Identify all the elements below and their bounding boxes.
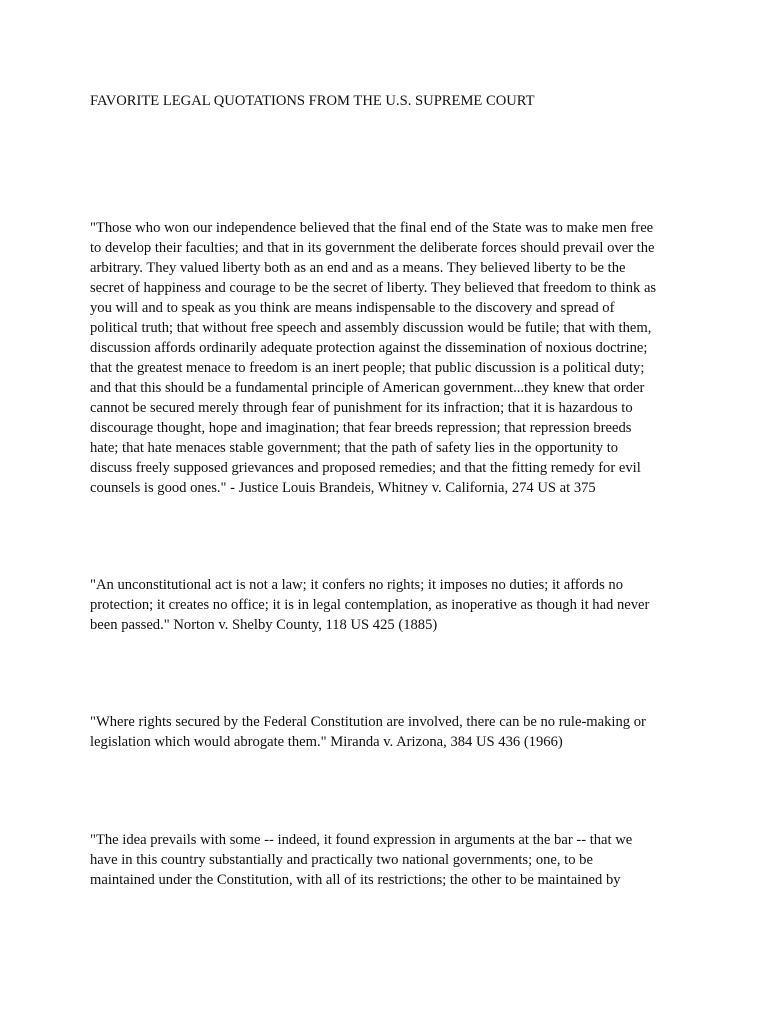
- quote-line: cannot be secured merely through fear of punishment for its infraction; that it is hazardous to: [90, 400, 633, 416]
- quote-miranda: [90, 712, 690, 752]
- quote-line: "Those who won our independence believed that the final end of the State was to make men free: [90, 220, 654, 236]
- quote-line: "An unconstitutional act is not a law; it confers no rights; it imposes no duties; it affords no: [90, 577, 624, 593]
- quote-line: "The idea prevails with some -- indeed, it found expression in arguments at the bar -- that we: [90, 832, 633, 848]
- quote-line: "Where rights secured by the Federal Constitution are involved, there can be no rule-making or: [90, 714, 646, 730]
- quote-line: that the greatest menace to freedom is an inert people; that public discussion is a political duty;: [90, 360, 645, 376]
- quote-line: maintained under the Constitution, with all of its restrictions; the other to be maintained by: [90, 872, 621, 888]
- quote-line: hate; that hate menaces stable government; that the path of safety lies in the opportunity to: [90, 440, 619, 456]
- quote-line: have in this country substantially and practically two national governments; one, to be: [90, 852, 593, 868]
- quote-two-governments: [90, 830, 690, 890]
- quote-line: secret of happiness and courage to be the secret of liberty. They believed that freedom to think as: [90, 280, 657, 296]
- quote-line: and that this should be a fundamental principle of American government...they knew that order: [90, 380, 645, 396]
- quote-line: been passed." Norton v. Shelby County, 118 US 425 (1885): [90, 617, 438, 633]
- quote-norton: [90, 575, 690, 635]
- document-title: FAVORITE LEGAL QUOTATIONS FROM THE U.S. SUPREME COURT: [90, 93, 535, 109]
- quote-line: discourage thought, hope and imagination; that fear breeds repression; that repression breeds: [90, 420, 632, 436]
- quote-brandeis: [90, 218, 690, 498]
- quote-line: political truth; that without free speech and assembly discussion would be futile; that with them,: [90, 320, 652, 336]
- quote-line: discuss freely supposed grievances and proposed remedies; and that the fitting remedy for evil: [90, 460, 641, 476]
- quote-line: counsels is good ones." - Justice Louis Brandeis, Whitney v. California, 274 US at 375: [90, 480, 596, 496]
- quote-line: to develop their faculties; and that in its government the deliberate forces should prevail over the: [90, 240, 655, 256]
- quote-line: arbitrary. They valued liberty both as an end and as a means. They believed liberty to be the: [90, 260, 626, 276]
- quote-line: legislation which would abrogate them." Miranda v. Arizona, 384 US 436 (1966): [90, 734, 563, 750]
- quote-line: discussion affords ordinarily adequate protection against the dissemination of noxious doctrine;: [90, 340, 648, 356]
- quote-line: you will and to speak as you think are means indispensable to the discovery and spread of: [90, 300, 615, 316]
- quote-line: protection; it creates no office; it is in legal contemplation, as inoperative as though it had never: [90, 597, 650, 613]
